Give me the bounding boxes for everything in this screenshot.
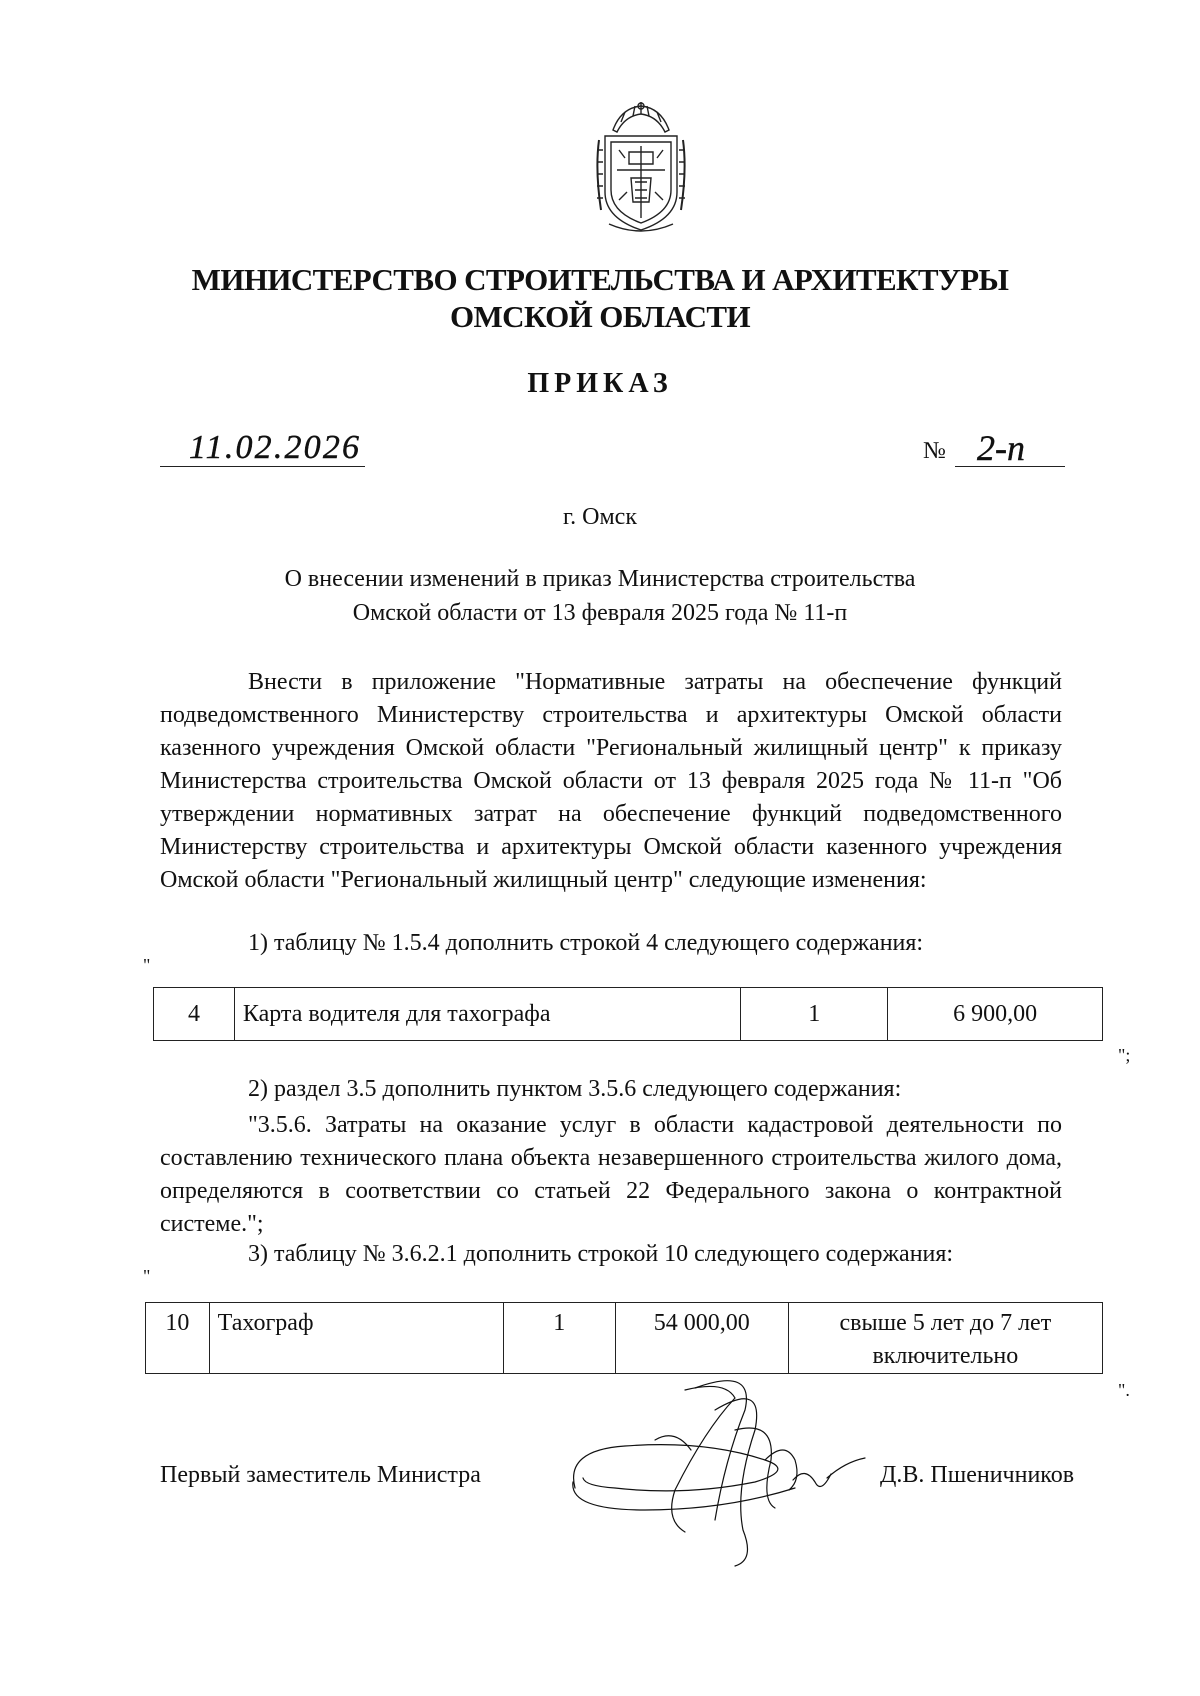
city: г. Омск — [563, 504, 637, 530]
amendment-item-3: 3) таблицу № 3.6.2.1 дополнить строкой 10 следующего содержания: — [248, 1241, 954, 1267]
opening-quote: " — [143, 955, 151, 975]
item-quantity: 1 — [503, 1303, 615, 1374]
coat-of-arms-icon — [591, 100, 691, 238]
item-term: свыше 5 лет до 7 лет включительно — [788, 1303, 1102, 1374]
signer-title: Первый заместитель Министра — [160, 1462, 481, 1488]
document-title-line-1: О внесении изменений в приказ Министерства строительства — [284, 566, 916, 592]
number-text: 2-п — [977, 428, 1025, 468]
intro-paragraph: Внести в приложение "Нормативные затраты на обеспечение функций подведомственного Министерству строительства и архитектуры Омской области казенного учреждения Омской области "Региональный жилищный центр" к приказу Министерства строительства Омской области от 13 февраля 2025 года № 11-п "Об утверждении нормативных затрат на обеспечение функций подведомственного Министерству строительства и архитектуры Омской области казенного учреждения Омской области "Региональный жилищный центр" следующие изменения: — [160, 669, 1062, 893]
item-price: 6 900,00 — [888, 988, 1103, 1041]
number-label: № — [923, 438, 946, 464]
amendment-table-1 — [153, 987, 1103, 1041]
handwritten-date — [185, 424, 365, 468]
ministry-name-line-2: ОМСКОЙ ОБЛАСТИ — [450, 299, 750, 334]
document-title-line-2: Омской области от 13 февраля 2025 года № 11-п — [352, 600, 848, 626]
document-type: ПРИКАЗ — [527, 368, 673, 399]
closing-quote: "; — [1118, 1045, 1131, 1065]
ministry-name-line-1: МИНИСТЕРСТВО СТРОИТЕЛЬСТВА И АРХИТЕКТУРЫ — [191, 262, 1009, 297]
amendment-item-1: 1) таблицу № 1.5.4 дополнить строкой 4 следующего содержания: — [248, 930, 924, 956]
date-text: 11.02.2026 — [189, 429, 359, 466]
table-row — [154, 988, 1103, 1041]
amendment-item-2-text: "3.5.6. Затраты на оказание услуг в области кадастровой деятельности по составлению технического плана объекта незавершенного строительства жилого дома, определяются в соответствии со статьей 22 Федерального закона о контрактной системе."; — [160, 1112, 1062, 1237]
opening-quote: " — [143, 1266, 151, 1286]
handwritten-number — [975, 428, 1060, 470]
signer-name: Д.В. Пшеничников — [880, 1462, 1075, 1488]
amendment-table-2 — [145, 1302, 1103, 1374]
item-quantity: 1 — [741, 988, 888, 1041]
closing-quote: ". — [1118, 1380, 1130, 1400]
amendment-item-2: 2) раздел 3.5 дополнить пунктом 3.5.6 следующего содержания: — [248, 1076, 902, 1102]
handwritten-signature — [565, 1370, 885, 1570]
item-name: Карта водителя для тахографа — [234, 988, 740, 1041]
item-price: 54 000,00 — [615, 1303, 788, 1374]
row-number: 10 — [146, 1303, 210, 1374]
row-number: 4 — [154, 988, 235, 1041]
item-name: Тахограф — [209, 1303, 503, 1374]
table-row — [146, 1303, 1103, 1374]
